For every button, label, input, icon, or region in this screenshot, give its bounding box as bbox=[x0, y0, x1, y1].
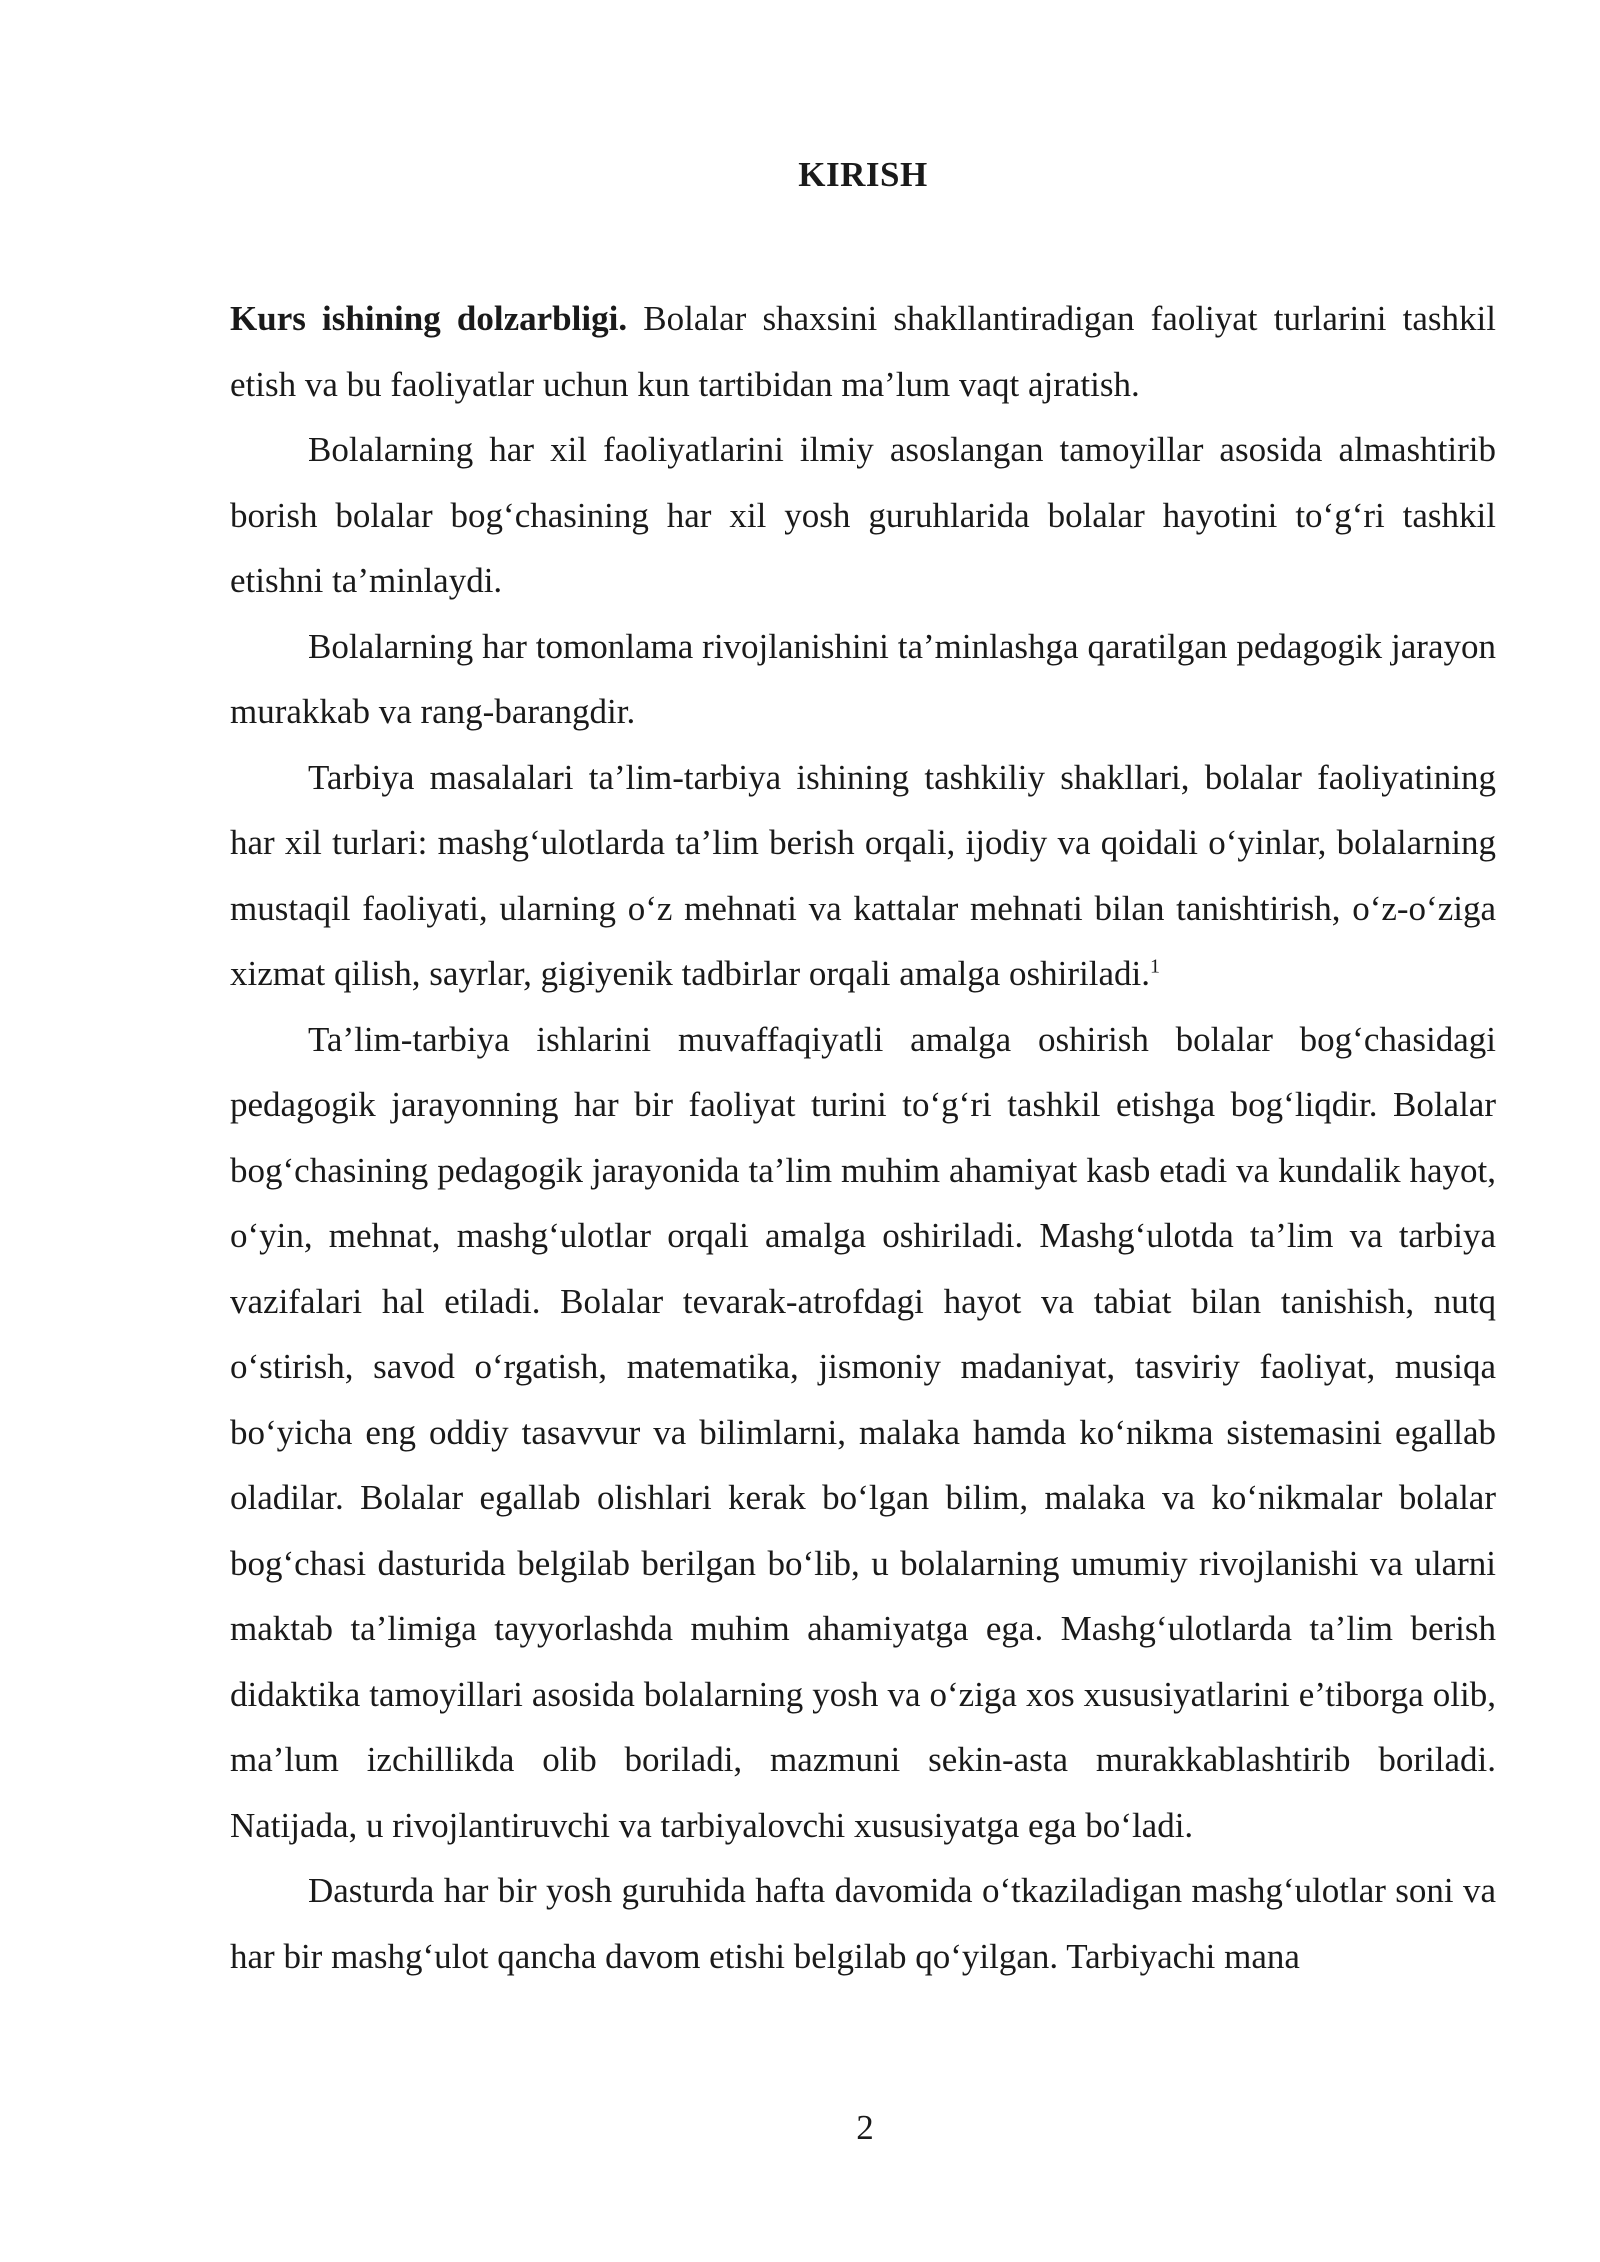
paragraph-1: Bolalarning har xil faoliyatlarini ilmiy asoslangan tamoyillar asosida almashtirib borish bolalar bog‘chasining har xil yosh guruhlarida bolalar hayotini to‘g‘ri tashkil etishni ta’minlaydi. bbox=[230, 430, 1496, 600]
paragraph-5: Dasturda har bir yosh guruhida hafta davomida o‘tkaziladigan mashg‘ulotlar soni va har bir mashg‘ulot qancha davom etishi belgilab qo‘yilgan. Tarbiyachi mana bbox=[230, 1871, 1496, 1976]
paragraph-4: Ta’lim-tarbiya ishlarini muvaffaqiyatli amalga oshirish bolalar bog‘chasidagi pedagogik jarayonning har bir faoliyat turini to‘g‘ri tashkil etishga bog‘liqdir. Bolalar bog‘chasining pedagogik jarayonida ta’lim muhim ahamiyat kasb etadi va kundalik hayot, o‘yin, mehnat, mashg‘ulotlar orqali amalga oshiriladi. Mashg‘ulotda ta’lim va tarbiya vazifalari hal etiladi. Bolalar tevarak-atrofdagi hayot va tabiat bilan tanishish, nutq o‘stirish, savod o‘rgatish, matematika, jismoniy madaniyat, tasviriy faoliyat, musiqa bo‘yicha eng oddiy tasavvur va bilimlarni, malaka hamda ko‘nikma sistemasini egallab oladilar. Bolalar egallab olishlari kerak bo‘lgan bilim, malaka va ko‘nikmalar bolalar bog‘chasi dasturida belgilab berilgan bo‘lib, u bolalarning umumiy rivojlanishi va ularni maktab ta’limiga tayyorlashda muhim ahamiyatga ega. Mashg‘ulotlarda ta’lim berish didaktika tamoyillari asosida bolalarning yosh va o‘ziga xos xususiyatlarini e’tiborga olib, ma’lum izchillikda olib boriladi, mazmuni sekin-asta murakkablashtirib boriladi. Natijada, u rivojlantiruvchi va tarbiyalovchi xususiyatga ega bo‘ladi. bbox=[230, 1019, 1496, 1845]
footnote-mark: 1 bbox=[1150, 955, 1161, 978]
intro-lead: Kurs ishining dolzarbligi. bbox=[230, 299, 628, 338]
paragraph-3 bbox=[230, 745, 1496, 1007]
paragraph-2: Bolalarning har tomonlama rivojlanishini ta’minlashga qaratilgan pedagogik jarayon murakkab va rang-barangdir. bbox=[230, 626, 1496, 731]
page-number: 2 bbox=[856, 2108, 874, 2147]
intro-paragraph bbox=[230, 286, 1496, 417]
intro-text: Bolalar shaxsini shakllantiradigan faoliyat turlarini tashkil etish va bu faoliyatlar uchun kun tartibidan ma’lum vaqt ajratish. bbox=[230, 299, 1496, 404]
page-title: KIRISH bbox=[798, 155, 928, 194]
document-page bbox=[230, 150, 1496, 1989]
paragraph-3-text: Tarbiya masalalari ta’lim-tarbiya ishining tashkiliy shakllari, bolalar faoliyatining har xil turlari: mashg‘ulotlarda ta’lim berish orqali, ijodiy va qoidali o‘yinlar, bolalarning mustaqil faoliyati, ularning o‘z mehnati va kattalar mehnati bilan tanishtirish, o‘z-o‘ziga xizmat qilish, sayrlar, gigiyenik tadbirlar orqali amalga oshiriladi. bbox=[230, 757, 1496, 993]
